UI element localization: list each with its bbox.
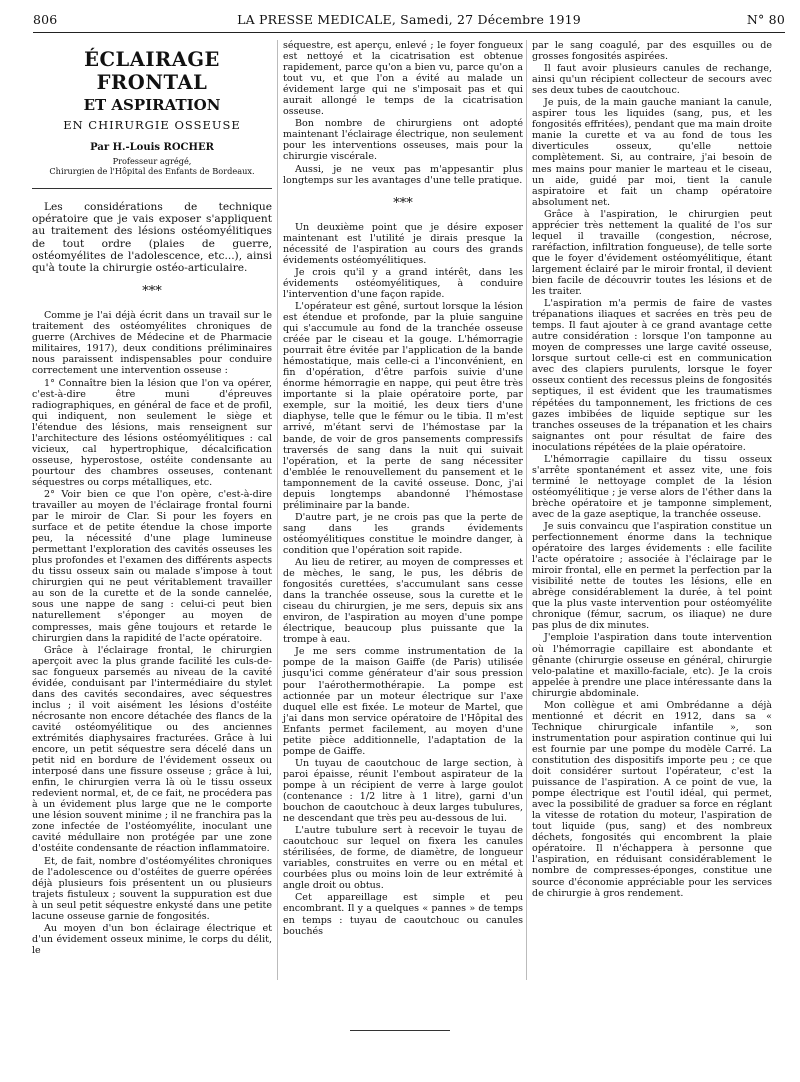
paragraph: D'autre part, je ne crois pas que la perte de sang dans les grands évidements ostéomyélitiques constitue le moindre danger, à condition que l'opération soit rapide. [283,511,523,556]
author: Par H.-Louis ROCHER [90,142,214,153]
title-rule [32,188,272,189]
paragraph: 1° Connaître bien la lésion que l'on va opérer, c'est-à-dire être muni d'épreuves radiographiques, en général de face et de profil, qui indiquent, non seulement le siège et l'étendue des lésions, mais renseignent sur l'architecture des lésions ostéomyélitiques : cal vicieux, cal hypertrophique, décalcification osseuse, hyperostose, ostéite condensante au pourtour des chambres osseuses, contenant séquestres ou corps métalliques, etc. [32,377,272,488]
journal-title-date: LA PRESSE MEDICALE, Samedi, 27 Décembre 1919 [237,12,581,27]
paragraph: Bon nombre de chirurgiens ont adopté maintenant l'éclairage électrique, non seulement pour les interventions osseuses, mais pour la chirurgie viscérale. [283,118,523,163]
paragraph: L'opérateur est gêné, surtout lorsque la lésion est étendue et profonde, par la pluie sanguine qui s'accumule au fond de la tranchée osseuse créée par le ciseau et la gouge. L'hémorragie pourrait être évitée par l'application de la bande hémostatique, mais celle-ci a l'inconvénient, en fin d'opération, d'être parfois suivie d'une énorme hémorragie en nappe, qui peut être très importante si la plaie opératoire porte, par exemple, sur la moitié, les deux tiers d'une diaphyse, telle que le fémur ou le tibia. Il m'est arrivé, m'étant servi de l'hémostase par la bande, de voir de gros pansements compressifs traversés de sang dans la nuit qui suivait l'opération, et la perte de sang nécessiter d'emblée le renouvellement du pansement et le tamponnement de la cavité osseuse. Donc, j'ai depuis longtemps abandonné l'hémostase préliminaire par la bande. [283,300,523,511]
paragraph: Grâce à l'aspiration, le chirurgien peut apprécier très nettement la qualité de l'os sur lequel il travaille (congestion, nécrose, raréfaction, infiltration fongueuse), de telle sorte que le foyer d'évidement ostéomyélitique, étant largement éclairé par le miroir frontal, il devient bien facile de découvrir toutes les lésions et de les traiter. [532,208,772,298]
paragraph: par le sang coagulé, par des esquilles ou de grosses fongosités aspirées. [532,40,772,63]
paragraph: L'autre tubulure sert à recevoir le tuyau de caoutchouc sur lequel on fixera les canules stérilisées, de forme, de diamètre, de longueur variables, construites en verre ou en métal et courbées plus ou moins loin de leur extrémité à angle droit ou obtus. [283,825,523,892]
paragraph: Un tuyau de caoutchouc de large section, à paroi épaisse, réunit l'embout aspirateur de la pompe à un récipient de verre à large goulot (contenance : 1/2 litre à 1 litre), garni d'un bouchon de caoutchouc à deux larges tubulures, ne descendant que très peu au-dessous de lui. [283,757,523,825]
author-affiliation: Professeur agrégé, [112,156,192,166]
paragraph: séquestre, est aperçu, enlevé ; le foyer fongueux est nettoyé et la cicatrisation est obtenue rapidement, parce qu'on a bien vu, parce qu'on a tout vu, et que l'on a évité au malade un évidement large qui ne s'imposait pas et qui aurait allongé le temps de la cicatrisation osseuse. [283,40,523,118]
paragraph: Grâce à l'éclairage frontal, le chirurgien aperçoit avec la plus grande facilité les culs-de-sac fongueux parsemés au niveau de la cavité évidée, conduisant par l'intermédiaire du stylet dans des cavités secondaires, avec séquestres inclus ; il voit aisément les lésions d'ostéite nécrosante non encore détachée des flancs de la cavité ostéomyélitique ou des anciennes extrémités diaphysaires fracturées. Grâce à lui encore, un petit séquestre sera décelé dans un petit nid en bordure de l'évidement osseux ou interposé dans une fissure osseuse ; grâce à lui, enfin, le chirurgien verra là où le tissu osseux redevient normal, et, de ce fait, ne procédera pas à un évidement plus large que ne le comporte une lésion souvent minime ; il ne franchira pas la zone infectée de l'ostéomyélite, inoculant une cavité médullaire non protégée par une zone d'ostéite condensante de réaction inflammatoire. [32,644,272,855]
paragraph: Les considérations de technique opératoire que je vais exposer s'appliquent au traitement des lésions ostéomyélitiques de tout ordre (plaies de guerre, ostéomyélites de l'adolescence, etc...), ainsi qu'à toute la chirurgie ostéo-articulaire. [32,201,272,275]
section-separator: *** [393,195,413,211]
author-affiliation: Chirurgien de l'Hôpital des Enfants de Bordeaux. [49,166,255,176]
paragraph: Aussi, je ne veux pas m'appesantir plus longtemps sur les avantages d'une telle pratique. [283,163,523,186]
end-of-article-rule [350,1030,450,1031]
paragraph: 2° Voir bien ce que l'on opère, c'est-à-dire travailler au moyen de l'éclairage frontal fourni par le miroir de Clar. Si pour les foyers en surface et de petite étendue la chose importe peu, la nécessité d'une plage lumineuse permettant l'exploration des cavités osseuses les plus profondes et l'examen des différents aspects du tissu osseux sain ou malade s'impose à tout chirurgien qui ne peut véritablement travailler au son de la curette et de la sonde cannelée, sous une nappe de sang : celui-ci peut bien naturellement s'éponger au moyen de compresses, mais gêne toujours et retarde le chirurgien dans la rapidité de l'acte opératoire. [32,488,272,644]
paragraph: Je me sers comme instrumentation de la pompe de la maison Gaiffe (de Paris) utilisée jusqu'ici comme générateur d'air sous pression pour l'aérothermothérapie. La pompe est actionnée par un moteur électrique sur l'axe duquel elle est fixée. Le moteur de Martel, que j'ai dans mon service opératoire de l'Hôpital des Enfants permet facilement, au moyen d'une petite pièce additionnelle, l'adaptation de la pompe de Gaiffe. [283,646,523,757]
paragraph: L'hémorragie capillaire du tissu osseux s'arrête spontanément et assez vite, une fois terminé le nettoyage complet de la lésion ostéomyélitique ; je verse alors de l'éther dans la brèche opératoire et je tamponne simplement, avec de la gaze aseptique, la tranchée osseuse. [532,453,772,520]
paragraph: L'aspiration m'a permis de faire de vastes trépanations iliaques et sacrées en très peu de temps. Il faut ajouter à ce grand avantage cette autre considération : lorsque l'on tamponne au moyen de compresses une large cavité osseuse, lorsque surtout celle-ci est en communication avec des clapiers purulents, lorsque le foyer osseux contient des recessus pleins de fongosités septiques, il est évident que les traumatismes répétées du tamponnement, les frictions de ces gazes imbibées de liquide septique sur les tranches osseuses de la trépanation et les chairs saignantes ont pour résultat de faire des inoculations répétées de la plaie opératoire. [532,298,772,453]
article-title: ÉCLAIRAGE FRONTAL [84,48,220,94]
issue-number: N° 80 [746,12,785,27]
paragraph: Un deuxième point que je désire exposer maintenant est l'utilité je dirais presque la nécessité de l'aspiration au cours des grands évidements ostéomyélitiques. [283,221,523,266]
paragraph: Cet appareillage est simple et peu encombrant. Il y a quelques « pannes » de temps en temps : tuyau de caoutchouc ou canules bouchés [283,892,523,937]
paragraph: Il faut avoir plusieurs canules de rechange, ainsi qu'un récipient collecteur de secours avec ses deux tubes de caoutchouc. [532,63,772,97]
paragraph: Je crois qu'il y a grand intérêt, dans les évidements ostéomyélitiques, à conduire l'intervention d'une façon rapide. [283,266,523,300]
paragraph: Mon collègue et ami Ombrédanne a déjà mentionné et décrit en 1912, dans sa « Technique chirurgicale infantile », son instrumentation pour aspiration continue qui lui est fournie par une pompe du modèle Carré. La constitution des dispositifs importe peu ; ce que doit considérer surtout l'opérateur, c'est la puissance de l'aspiration. A ce point de vue, la pompe électrique est l'outil idéal, qui permet, avec la possibilité de graduer sa force en réglant la vitesse de rotation du moteur, l'aspiration de tout liquide (pus, sang) et des nombreux déchets, fongosités qui encombrent la plaie opératoire. Il n'échappera à personne que l'aspiration, en réduisant considérablement le nombre de compresses-éponges, constitue une source d'économie appréciable pour les services de chirurgie à gros rendement. [532,699,772,899]
paragraph: Je suis convaincu que l'aspiration constitue un perfectionnement énorme dans la technique opératoire des larges évidements : elle facilite l'acte opératoire ; associée à l'éclairage par le miroir frontal, elle en permet la perfection par la visibilité nette de toutes les lésions, elle en abrège considérablement la durée, à tel point que la plus vaste intervention pour ostéomyélite chronique (fémur, sacrum, os iliaque) ne dure pas plus de dix minutes. [532,521,772,632]
paragraph: Et, de fait, nombre d'ostéomyélites chroniques de l'adolescence ou d'ostéites de guerre opérées déjà plusieurs fois présentent un ou plusieurs trajets fistuleux ; souvent la suppuration est due à un seul petit séquestre enkysté dans une petite lacune osseuse garnie de fongosités. [32,855,272,922]
column-1 [32,40,272,957]
page-header [33,10,785,30]
paragraph: Je puis, de la main gauche maniant la canule, aspirer tous les liquides (sang, pus, et les fongosités effritées), pendant que ma main droite manie la curette et va au fond de tous les diverticules osseux, qu'elle nettoie complètement. Si, au contraire, j'ai besoin de mes mains pour manier le marteau et le ciseau, un aide, guidé par moi, tient la canule aspiratoire et fait un champ opératoire absolument net. [532,97,772,208]
paragraph: Comme je l'ai déjà écrit dans un travail sur le traitement des ostéomyélites chroniques de guerre (Archives de Médecine et de Pharmacie militaires, 1917), deux conditions préliminaires nous paraissent indispensables pour conduire correctement une intervention osseuse : [32,310,272,377]
column-2 [283,40,523,938]
paragraph: J'emploie l'aspiration dans toute intervention où l'hémorragie capillaire est abondante et gênante (chirurgie osseuse en général, chirurgie velo-palatine et maxillo-faciale, etc). Je la crois appelée à prendre une place intéressante dans la chirurgie abdominale. [532,632,772,699]
column-3 [532,40,772,900]
header-rule [33,32,785,33]
page-number: 806 [33,12,58,27]
article-subtitle: ET ASPIRATION [83,96,221,114]
article-subtitle-2: EN CHIRURGIE OSSEUSE [63,118,241,132]
section-separator: *** [142,284,162,300]
column-divider [526,40,527,980]
paragraph: Au lieu de retirer, au moyen de compresses et de mèches, le sang, le pus, les débris de fongosités curettées, s'accumulant sans cesse dans la tranchée osseuse, sous la curette et le ciseau du chirurgien, je me sers, depuis six ans environ, de l'aspiration au moyen d'une pompe électrique, beaucoup plus puissante que la trompe à eau. [283,557,523,646]
paragraph: Au moyen d'un bon éclairage électrique et d'un évidement osseux minime, le corps du délit, le [32,922,272,956]
column-divider [277,40,278,980]
